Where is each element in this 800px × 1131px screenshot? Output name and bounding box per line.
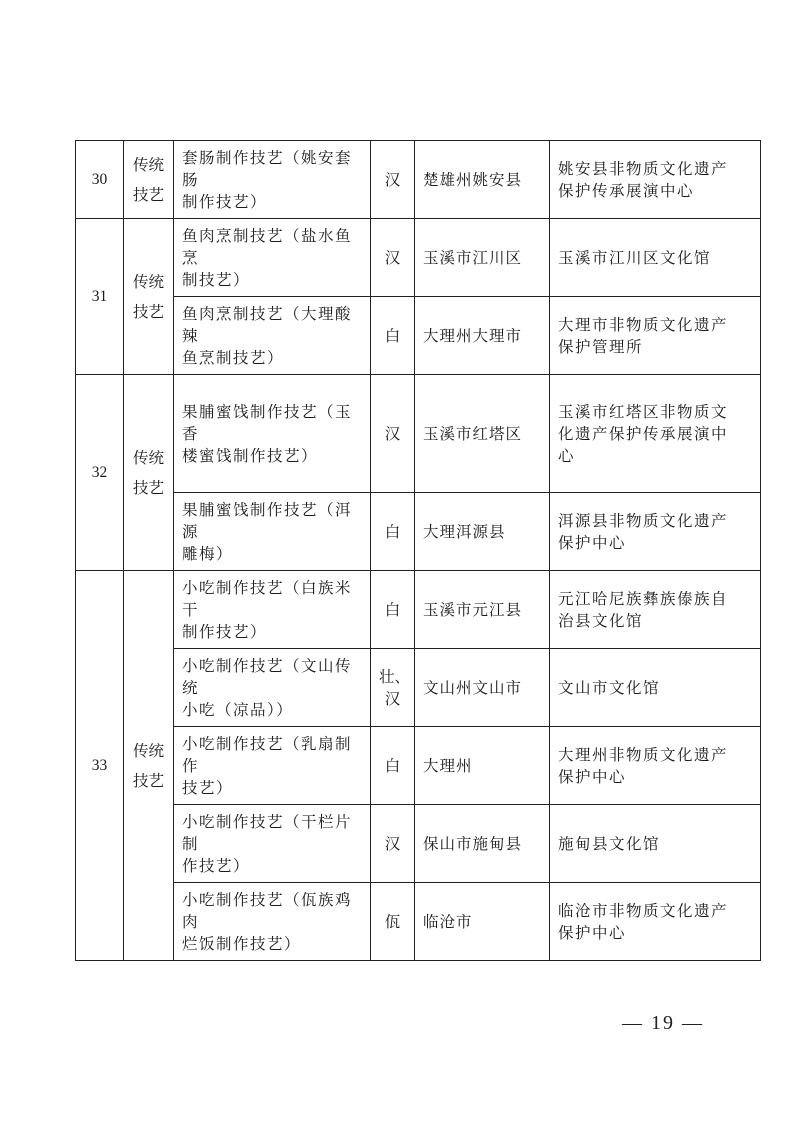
project-name-line: 作技艺）: [182, 856, 251, 875]
heritage-list-table: [75, 140, 761, 961]
project-name-cell: [174, 375, 371, 493]
protection-unit-cell: [550, 727, 761, 805]
table-row: [76, 649, 761, 727]
project-name-line: 制技艺）: [182, 270, 251, 289]
table-row: [76, 883, 761, 961]
project-name-line: 小吃（凉品））: [182, 700, 294, 719]
project-name-line: 鱼烹制技艺）: [182, 348, 285, 367]
protection-unit-cell: [550, 649, 761, 727]
ethnic-group-cell: [371, 571, 415, 649]
project-name-cell: [174, 805, 371, 883]
protection-unit-line: 玉溪市红塔区非物质文: [558, 402, 729, 421]
item-number-cell: 31: [76, 219, 124, 375]
ethnic-group-line: 汉: [384, 834, 401, 853]
protection-unit-line: 保护中心: [558, 923, 627, 942]
category-lines: [133, 443, 164, 503]
category-line: 传统: [132, 272, 164, 291]
table-row: [76, 297, 761, 375]
project-name-line: 果脯蜜饯制作技艺（玉香: [182, 402, 353, 443]
region-cell: 大理洱源县: [415, 493, 550, 571]
project-name-line: 鱼肉烹制技艺（盐水鱼烹: [182, 226, 353, 267]
protection-unit-line: 临沧市非物质文化遗产: [558, 901, 729, 920]
category-line: 技艺: [132, 185, 164, 204]
project-name-line: 制作技艺）: [182, 622, 268, 641]
table-row: [76, 141, 761, 219]
ethnic-group-cell: [371, 141, 415, 219]
protection-unit-line: 保护传承展演中心: [558, 181, 695, 200]
table-row: [76, 375, 761, 493]
ethnic-group-line: 白: [384, 756, 401, 775]
project-name-line: 小吃制作技艺（佤族鸡肉: [182, 890, 353, 931]
ethnic-group-cell: [371, 297, 415, 375]
category-line: 技艺: [132, 771, 164, 790]
category-line: 技艺: [132, 478, 164, 497]
ethnic-group-line: 壮、: [379, 667, 411, 686]
protection-unit-line: 玉溪市江川区文化馆: [558, 248, 712, 267]
item-number-cell: 33: [76, 571, 124, 961]
protection-unit-line: 保护中心: [558, 767, 627, 786]
category-lines: [133, 150, 164, 210]
project-name-line: 技艺）: [182, 778, 234, 797]
project-name-line: 小吃制作技艺（白族米干: [182, 578, 353, 619]
region-cell: 玉溪市江川区: [415, 219, 550, 297]
region-cell: 大理州: [415, 727, 550, 805]
protection-unit-line: 大理州非物质文化遗产: [558, 745, 729, 764]
project-name-cell: [174, 493, 371, 571]
project-name-cell: [174, 727, 371, 805]
region-cell: 楚雄州姚安县: [415, 141, 550, 219]
ethnic-group-line: 佤: [384, 912, 401, 931]
protection-unit-line: 姚安县非物质文化遗产: [558, 159, 729, 178]
protection-unit-line: 施甸县文化馆: [558, 834, 661, 853]
ethnic-group-cell: [371, 805, 415, 883]
protection-unit-cell: [550, 375, 761, 493]
protection-unit-line: 治县文化馆: [558, 611, 644, 630]
project-name-line: 雕梅）: [182, 544, 234, 563]
category-line: 技艺: [132, 302, 164, 321]
protection-unit-line: 大理市非物质文化遗产: [558, 315, 729, 334]
region-cell: 大理州大理市: [415, 297, 550, 375]
region-cell: 保山市施甸县: [415, 805, 550, 883]
protection-unit-cell: [550, 141, 761, 219]
project-name-cell: [174, 883, 371, 961]
protection-unit-cell: [550, 297, 761, 375]
project-name-line: 小吃制作技艺（干栏片制: [182, 812, 353, 853]
item-number-cell: 30: [76, 141, 124, 219]
protection-unit-line: 化遗产保护传承展演中: [558, 424, 729, 443]
category-lines: [133, 267, 164, 327]
category-line: 传统: [132, 448, 164, 467]
project-name-line: 鱼肉烹制技艺（大理酸辣: [182, 304, 353, 345]
ethnic-group-line: 汉: [384, 248, 401, 267]
protection-unit-line: 元江哈尼族彝族傣族自: [558, 589, 729, 608]
project-name-line: 果脯蜜饯制作技艺（洱源: [182, 500, 353, 541]
category-cell: [124, 219, 174, 375]
ethnic-group-cell: [371, 375, 415, 493]
item-number-cell: 32: [76, 375, 124, 571]
ethnic-group-cell: [371, 493, 415, 571]
ethnic-group-line: 汉: [384, 424, 401, 443]
ethnic-group-line: 白: [384, 600, 401, 619]
table-row: [76, 571, 761, 649]
project-name-line: 小吃制作技艺（乳扇制作: [182, 734, 353, 775]
ethnic-group-cell: [371, 727, 415, 805]
region-cell: 玉溪市元江县: [415, 571, 550, 649]
ethnic-group-cell: [371, 649, 415, 727]
protection-unit-cell: [550, 493, 761, 571]
ethnic-group-line: 白: [384, 522, 401, 541]
protection-unit-cell: [550, 219, 761, 297]
page-number: — 19 —: [622, 1012, 704, 1034]
protection-unit-cell: [550, 883, 761, 961]
project-name-cell: [174, 649, 371, 727]
table-row: [76, 219, 761, 297]
project-name-cell: [174, 219, 371, 297]
region-cell: 临沧市: [415, 883, 550, 961]
project-name-cell: [174, 297, 371, 375]
category-lines: [133, 736, 164, 796]
protection-unit-line: 保护中心: [558, 533, 627, 552]
category-cell: [124, 141, 174, 219]
protection-unit-cell: [550, 571, 761, 649]
project-name-cell: [174, 141, 371, 219]
project-name-line: 楼蜜饯制作技艺）: [182, 446, 319, 465]
protection-unit-line: 洱源县非物质文化遗产: [558, 511, 729, 530]
protection-unit-line: 心: [558, 446, 576, 465]
ethnic-group-cell: [371, 219, 415, 297]
table-body: [76, 141, 761, 961]
ethnic-group-line: 汉: [384, 170, 401, 189]
project-name-line: 小吃制作技艺（文山传统: [182, 656, 353, 697]
region-cell: 文山州文山市: [415, 649, 550, 727]
category-cell: [124, 375, 174, 571]
ethnic-group-line: 白: [384, 326, 401, 345]
project-name-line: 制作技艺）: [182, 192, 268, 211]
protection-unit-line: 文山市文化馆: [558, 678, 661, 697]
category-cell: [124, 571, 174, 961]
protection-unit-line: 保护管理所: [558, 337, 644, 356]
protection-unit-cell: [550, 805, 761, 883]
ethnic-group-line: 汉: [384, 689, 401, 708]
table-row: [76, 727, 761, 805]
category-line: 传统: [132, 155, 164, 174]
table-row: [76, 805, 761, 883]
region-cell: 玉溪市红塔区: [415, 375, 550, 493]
project-name-line: 烂饭制作技艺）: [182, 934, 302, 953]
category-line: 传统: [132, 741, 164, 760]
table-row: [76, 493, 761, 571]
project-name-line: 套肠制作技艺（姚安套肠: [182, 148, 353, 189]
ethnic-group-cell: [371, 883, 415, 961]
project-name-cell: [174, 571, 371, 649]
